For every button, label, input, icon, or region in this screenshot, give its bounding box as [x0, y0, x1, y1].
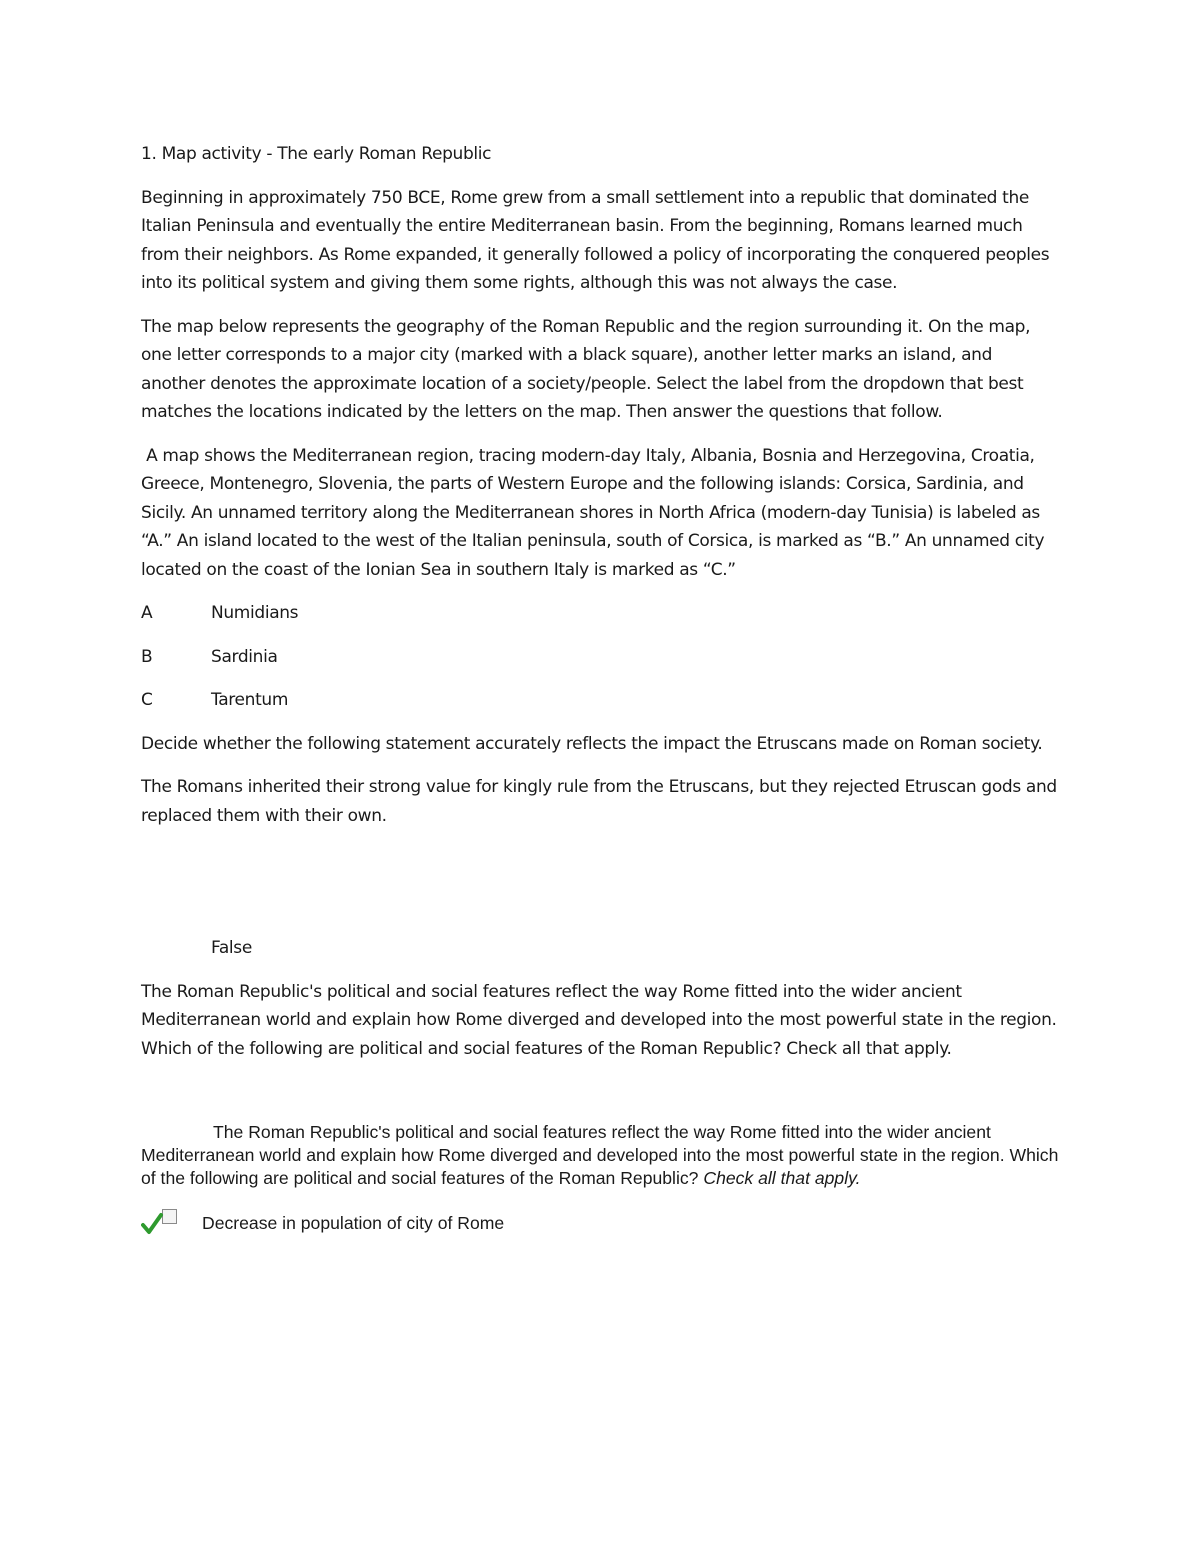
- option-row[interactable]: [141, 1210, 1061, 1236]
- map-description: A map shows the Mediterranean region, tracing modern-day Italy, Albania, Bosnia and Herzegovina, Croatia, Greece, Montenegro, Slovenia, the parts of Western Europe and the following islands: Corsica, Sardinia, and Sicily. An unnamed territory along the Mediterranean shores in North Africa (modern-day Tunisia) is labeled as “A.” An island located to the west of the Italian peninsula, south of Corsica, is marked as “B.” An unnamed city located on the coast of the Ionian Sea in southern Italy is marked as “C.”: [141, 445, 1050, 580]
- match-letter: B: [141, 646, 153, 667]
- match-answer: Numidians: [211, 603, 299, 623]
- quoted-question-text: The Roman Republic's political and social features reflect the way Rome fitted into the wider ancient Mediterranean world and explain how Rome diverged and developed into the most powerful state in the region. Which of the following are political and social features of the Roman Republic?: [141, 1122, 1059, 1188]
- checkmark-icon: [141, 1210, 165, 1236]
- match-answer: Sardinia: [211, 646, 278, 667]
- question-paragraph: The Roman Republic's political and social features reflect the way Rome fitted into the wider ancient Mediterranean world and explain how Rome diverged and developed into the most powerful state in the region. Which of the following are political and social features of the Roman Republic? Check all that apply.: [141, 981, 1057, 1059]
- decide-prompt: Decide whether the following statement accurately reflects the impact the Etruscans made on Roman society.: [141, 733, 1043, 754]
- match-letter: C: [141, 690, 153, 710]
- match-row-c: [141, 686, 1061, 715]
- match-row-b: [141, 643, 1061, 672]
- statement-answer: False: [211, 938, 252, 958]
- option-label: Decrease in population of city of Rome: [202, 1212, 505, 1233]
- match-answer: Tarentum: [211, 690, 289, 710]
- quoted-instruction: Check all that apply.: [703, 1168, 861, 1188]
- statement-text: The Romans inherited their strong value for kingly rule from the Etruscans, but they rejected Etruscan gods and replaced them with their own.: [141, 777, 1057, 826]
- intro-paragraph: Beginning in approximately 750 BCE, Rome grew from a small settlement into a republic that dominated the Italian Peninsula and eventually the entire Mediterranean basin. From the beginning, Romans learned much from their neighbors. As Rome expanded, it generally followed a policy of incorporating the conquered peoples into its political system and giving them some rights, although this was not always the case.: [141, 187, 1050, 293]
- instructions-paragraph: The map below represents the geography of the Roman Republic and the region surrounding it. On the map, one letter corresponds to a major city (marked with a black square), another letter marks an island, and another denotes the approximate location of a society/people. Select the label from the dropdown that best matches the locations indicated by the letters on the map. Then answer the questions that follow.: [141, 316, 1031, 422]
- quoted-question: [141, 1121, 1061, 1190]
- document-page: [141, 140, 1061, 1236]
- match-row-a: [141, 599, 1061, 628]
- match-letter: A: [141, 603, 153, 623]
- activity-heading: 1. Map activity - The early Roman Republic: [141, 144, 492, 164]
